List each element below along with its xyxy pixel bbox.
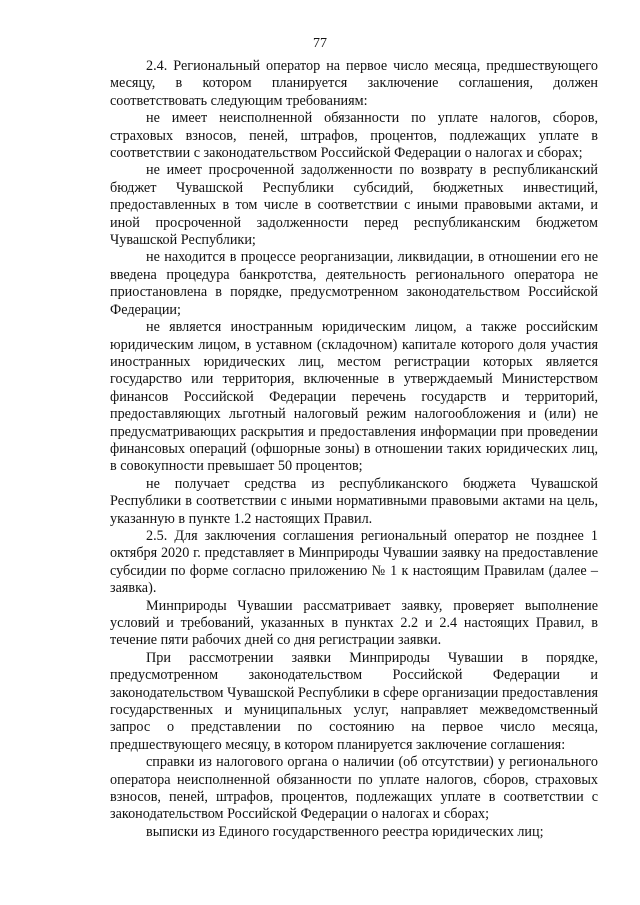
paragraph-not-foreign-entity: не является иностранным юридическим лицом, а также российским юридическим лицом, в уставном (складочном) капитале которого доля участия иностранных юридических лиц, местом регистрации которых является государство или территория, включенные в утверждаемый Министерством финансов Российской Федерации перечень государств и территорий, предоставляющих льготный налоговый режим налогообложения и (или) не предусматривающих раскрытия и предоставления информации при проведении финансовых операций (офшорные зоны) в отношении таких юридических лиц, в совокупности превышает 50 процентов; xyxy=(110,319,598,475)
paragraph-no-reorganization: не находится в процессе реорганизации, ликвидации, в отношении его не введена процедура банкротства, деятельность регионального оператора не приостановлена в порядке, предусмотренном законодательством Российской Федерации; xyxy=(110,249,598,318)
paragraph-2-5: 2.5. Для заключения соглашения региональный оператор не позднее 1 октября 2020 г. представляет в Минприроды Чувашии заявку на предоставление субсидии по форме согласно приложению № 1 к настоящим Правилам (далее – заявка). xyxy=(110,527,598,597)
paragraph-review-application: Минприроды Чувашии рассматривает заявку, проверяет выполнение условий и требований, указанных в пунктах 2.2 и 2.4 настоящих Правил, в течение пяти рабочих дней со дня регистрации заявки. xyxy=(110,597,598,649)
body-text xyxy=(110,58,598,841)
paragraph-no-other-funds: не получает средства из республиканского бюджета Чувашской Республики в соответствии с иными нормативными правовыми актами на цель, указанную в пункте 1.2 настоящих Правил. xyxy=(110,475,598,527)
paragraph-no-overdue-debt: не имеет просроченной задолженности по возврату в республиканский бюджет Чувашской Республики субсидий, бюджетных инвестиций, предоставленных в том числе в соответствии с иными правовыми актами, и иной просроченной задолженности перед республиканским бюджетом Чувашской Республики; xyxy=(110,162,598,249)
paragraph-no-tax-debt: не имеет неисполненной обязанности по уплате налогов, сборов, страховых взносов, пеней, штрафов, процентов, подлежащих уплате в соответствии с законодательством Российской Федерации о налогах и сборах; xyxy=(110,110,598,162)
paragraph-registry-extract: выписки из Единого государственного реестра юридических лиц; xyxy=(146,823,544,840)
paragraph-2-4: 2.4. Региональный оператор на первое число месяца, предшествующего месяцу, в котором планируется заключение соглашения, должен соответствовать следующим требованиям: xyxy=(110,58,598,109)
paragraph-tax-certificate: справки из налогового органа о наличии (об отсутствии) у регионального оператора неисполненной обязанности по уплате налогов, сборов, страховых взносов, пеней, штрафов, процентов, подлежащих уплате в соответствии с законодательством Российской Федерации о налогах и сборах; xyxy=(110,754,598,823)
page-number: 77 xyxy=(313,36,327,51)
paragraph-interagency-request: При рассмотрении заявки Минприроды Чувашии в порядке, предусмотренном законодательством Российской Федерации и законодательством Чувашской Республики в сфере организации предоставления государственных и муниципальных услуг, направляет межведомственный запрос о представлении по состоянию на первое число месяца, предшествующего месяцу, в котором планируется заключение соглашения: xyxy=(110,649,598,753)
